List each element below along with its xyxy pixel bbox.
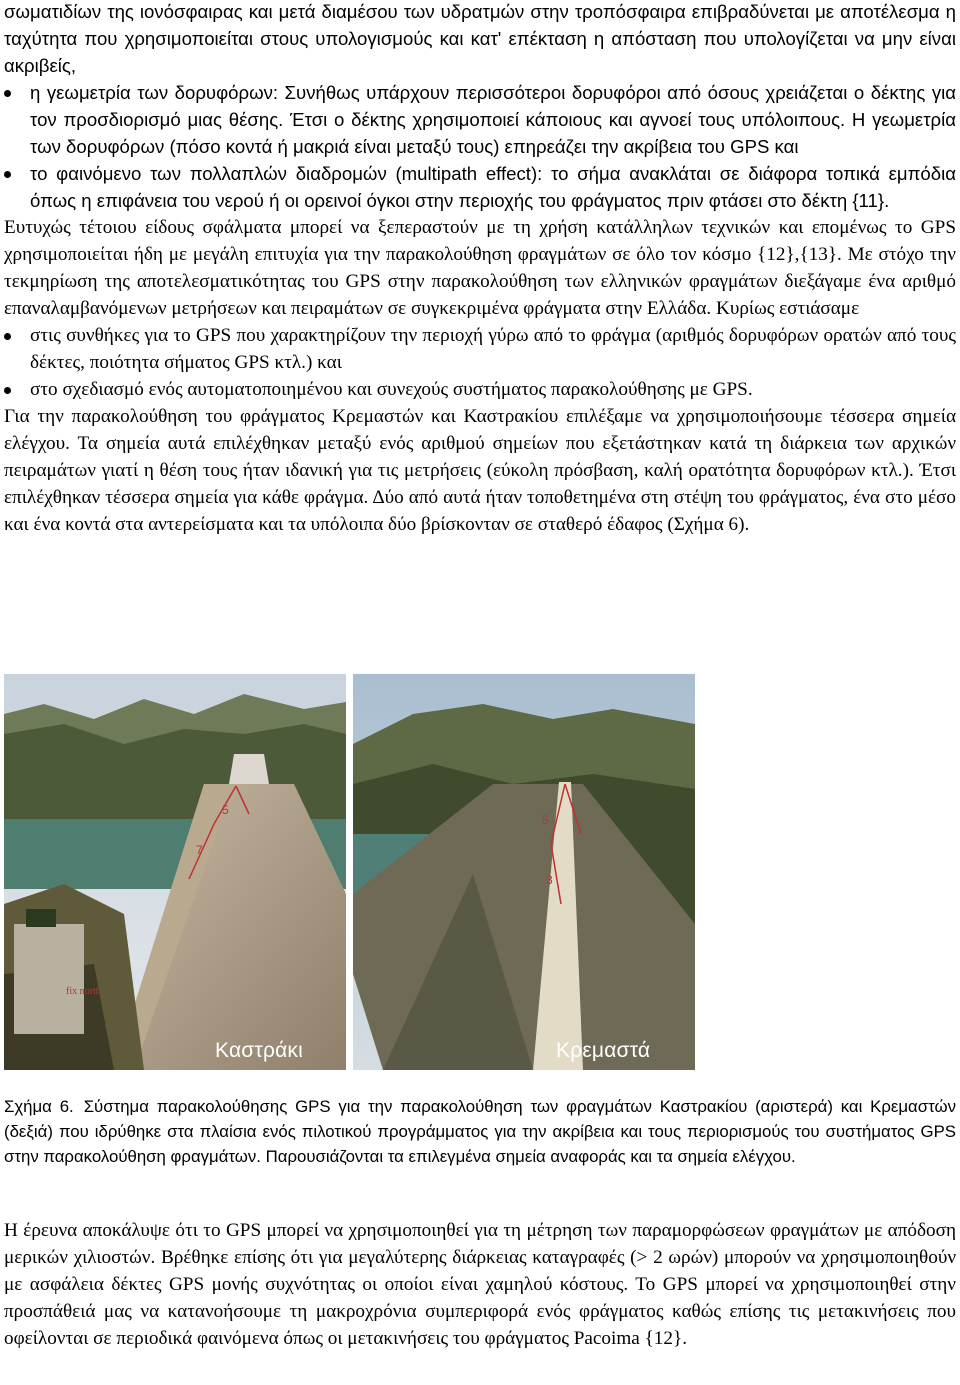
- list-item: [4, 79, 956, 160]
- list-item: [4, 160, 956, 214]
- caption-text: Σύστημα παρακολούθησης GPS για την παρακολούθηση των φραγμάτων Καστρακίου (αριστερά) και Κρεμαστών (δεξιά) που ιδρύθηκε στα πλαίσια ενός πιλοτικού προγράμματος για την ακρίβεια και τους περιορισμούς του συστήματος GPS στην παρακολούθηση φραγμάτων. Παρουσιάζονται τα επιλεγμένα σημεία αναφοράς και τα σημεία ελέγχου.: [4, 1097, 956, 1166]
- page-body: [4, 0, 956, 538]
- bullet-list-2: [4, 322, 956, 403]
- list-item-text: στο σχεδιασμό ενός αυτοματοποιημένου και συνεχούς συστήματος παρακολούθησης με GPS.: [30, 379, 753, 400]
- list-item-text: στις συνθήκες για το GPS που χαρακτηρίζουν την περιοχή γύρω από το φράγμα (αριθμός δορυφόρων ορατών από τους δέκτες, ποιότητα σήματος GPS κτλ.) και: [30, 325, 956, 373]
- photo-label-kastraki: Καστράκι: [215, 1039, 303, 1062]
- photo-kastraki: [4, 674, 346, 1070]
- paragraph-4: Η έρευνα αποκάλυψε ότι το GPS μπορεί να χρησιμοποιηθεί για τη μέτρηση των παραμορφώσεων φραγμάτων με απόδοση μερικών χιλιοστών. Βρέθηκε επίσης ότι για μεγαλύτερης διάρκειας καταγραφές (> 2 ωρών) μπορούν να χρησιμοποιηθούν με ασφάλεια δέκτες GPS μονής συχνότητας οι οποίοι είναι χαμηλού κόστους. Το GPS μπορεί να χρησιμοποιηθεί στην προσπάθειά μας να κατανοήσουμε τη μακροχρόνια συμπεριφορά ενός φράγματος καθώς επίσης τις μετακινήσεις που οφείλονται σε περιοδικά φαινόμενα όπως οι μετακινήσεις του φράγματος Pacoima {12}.: [4, 1220, 956, 1349]
- point-label: 7: [196, 843, 203, 857]
- kremasta-dam-illustration: [353, 674, 695, 1070]
- bullet-icon: [4, 387, 11, 394]
- intro-fragment: σωματιδίων της ιονόσφαιρας και μετά διαμέσου των υδρατμών στην τροπόσφαιρα επιβραδύνεται με αποτέλεσμα η ταχύτητα που χρησιμοποιείται στους υπολογισμούς και κατ' επέκταση η απόσταση που υπολογίζεται να μην είναι ακριβείς,: [4, 1, 956, 76]
- list-item-text: η γεωμετρία των δορυφόρων: Συνήθως υπάρχουν περισσότεροι δορυφόροι από όσους χρειάζεται ο δέκτης για τον προσδιορισμό μιας θέσης. Έτσι ο δέκτης χρησιμοποιεί κάποιους και αγνοεί τους υπόλοιπους. Η γεωμετρία των δορυφόρων (πόσο κοντά ή μακριά είναι μεταξύ τους) επηρεάζει την ακρίβεια του GPS και: [30, 82, 956, 157]
- final-section: [4, 1217, 956, 1352]
- bullet-icon: [4, 90, 11, 97]
- bullet-list-1: [4, 79, 956, 214]
- photo-label-kremasta: Κρεμαστά: [556, 1039, 651, 1062]
- list-item: [4, 322, 956, 376]
- list-item-text: το φαινόμενο των πολλαπλών διαδρομών (multipath effect): το σήμα ανακλάται σε διάφορα τοπικά εμπόδια όπως η επιφάνεια του νερού ή οι ορεινοί όγκοι στην περιοχής του φράγματος πριν φτάσει στο δέκτη {11}.: [30, 163, 956, 211]
- bullet-icon: [4, 171, 11, 178]
- photo-kremasta: [353, 674, 695, 1070]
- point-label: 3: [546, 873, 553, 887]
- caption-label: Σχήμα 6.: [4, 1097, 74, 1116]
- point-label: 5: [222, 803, 229, 817]
- bullet-icon: [4, 333, 11, 340]
- figure-6: [4, 674, 694, 1070]
- paragraph-3: Για την παρακολούθηση του φράγματος Κρεμαστών και Καστρακίου επιλέξαμε να χρησιμοποιήσουμε τέσσερα σημεία ελέγχου. Τα σημεία αυτά επιλέχθηκαν μεταξύ ενός αριθμού σημείων που εξετάστηκαν κατά τη διάρκεια των αρχικών πειραμάτων γιατί η θέση τους ήταν ιδανική για τις μετρήσεις (εύκολη πρόσβαση, καλή ορατότητα δορυφόρων κτλ.). Έτσι επιλέχθηκαν τέσσερα σημεία για κάθε φράγμα. Δύο από αυτά ήταν τοποθετημένα στη στέψη του φράγματος, ένα στο μέσο και ένα κοντά στα αντερείσματα και τα υπόλοιπα δύο βρίσκονταν σε σταθερό έδαφος (Σχήμα 6).: [4, 406, 956, 535]
- figure-caption: [4, 1094, 956, 1169]
- fix-north-marker: fix north: [66, 986, 101, 997]
- list-item: [4, 376, 956, 403]
- point-label: 5: [542, 813, 549, 827]
- paragraph-2: Ευτυχώς τέτοιου είδους σφάλματα μπορεί να ξεπεραστούν με τη χρήση κατάλληλων τεχνικών και επομένως το GPS χρησιμοποιείται ήδη με μεγάλη επιτυχία για την παρακολούθηση φραγμάτων σε όλο τον κόσμο {12},{13}. Με στόχο την τεκμηρίωση της αποτελεσματικότητας του GPS στην παρακολούθηση των ελληνικών φραγμάτων διεξάγαμε ένα αριθμό επαναλαμβανόμενων μετρήσεων και πειραμάτων σε συγκεκριμένα φράγματα στην Ελλάδα. Κυρίως εστιάσαμε: [4, 217, 956, 319]
- kastraki-dam-illustration: [4, 674, 346, 1070]
